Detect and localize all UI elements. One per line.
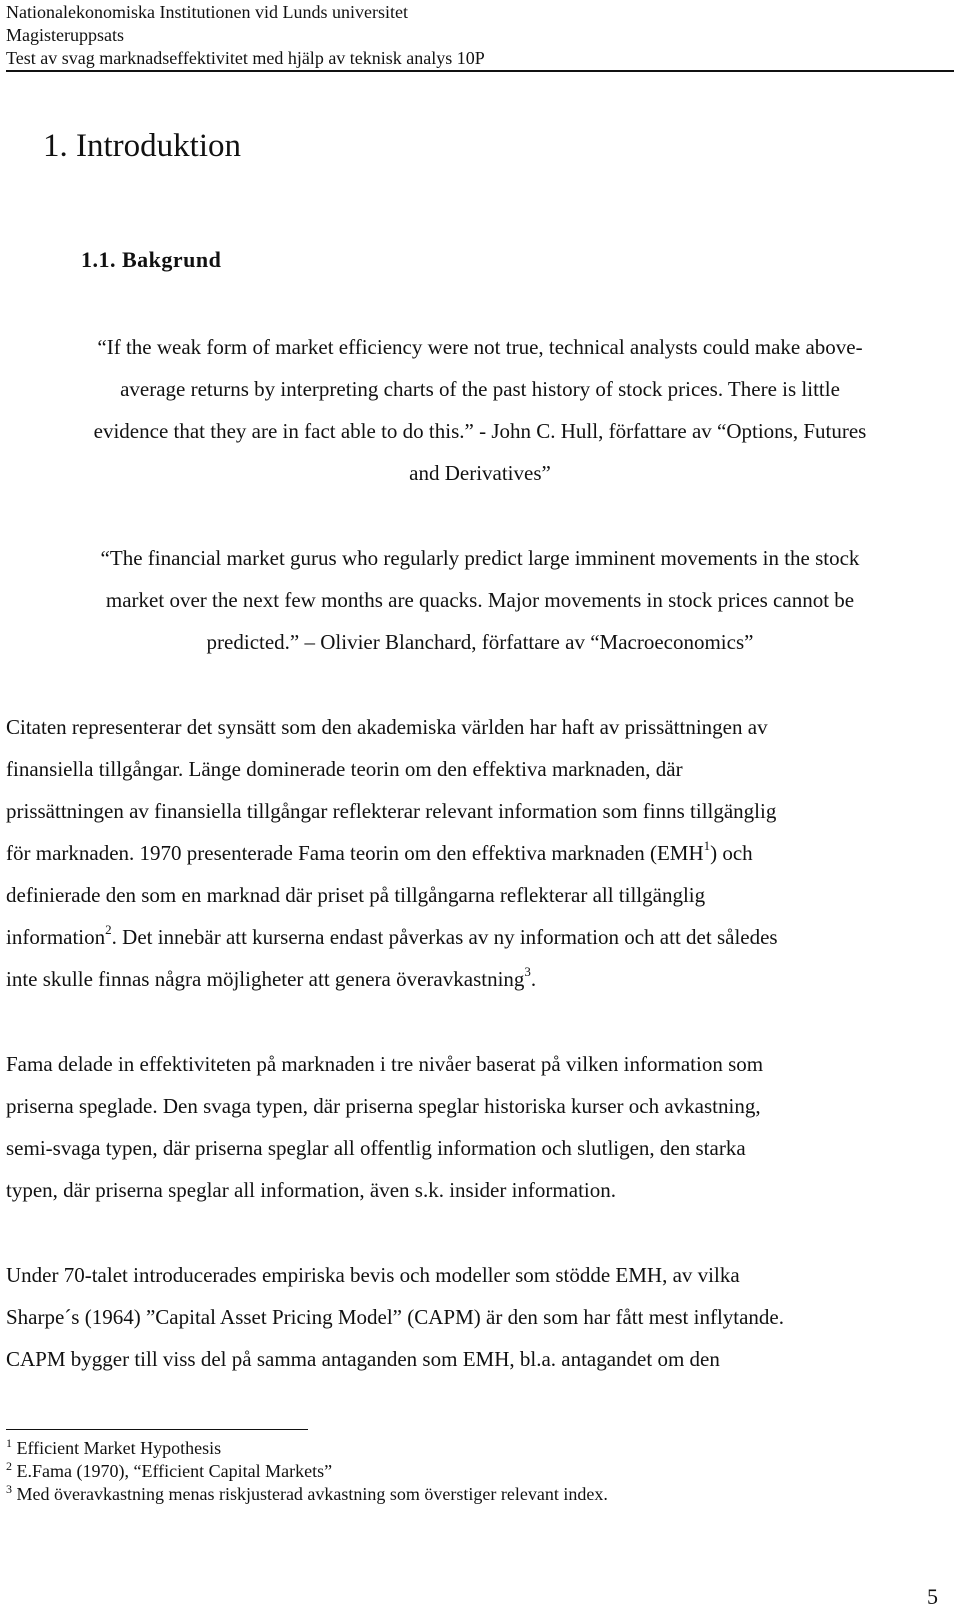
para1-line1: Citaten representerar det synsätt som den akademiska världen har haft av prissättningen av	[6, 715, 768, 739]
footnote-2	[6, 1460, 332, 1482]
footnote-1-text: Efficient Market Hypothesis	[12, 1438, 222, 1458]
footnote-1	[6, 1437, 221, 1459]
quote2-line1: “The financial market gurus who regularly predict large imminent movements in the stock	[100, 546, 860, 570]
footnote-3	[6, 1483, 608, 1505]
page-number: 5	[927, 1584, 938, 1609]
header-rule	[6, 70, 954, 72]
quote2-line2: market over the next few months are quacks. Major movements in stock prices cannot be	[105, 588, 855, 612]
footnote-1-number: 1	[6, 1436, 12, 1450]
para1-line4	[6, 839, 753, 867]
para1-line6-text-a: information	[6, 925, 106, 949]
para1-line7-text-b: .	[530, 967, 537, 991]
para1-line7-text-a: inte skulle finnas några möjligheter att genera överavkastning	[6, 967, 525, 991]
para1-line6	[6, 923, 778, 951]
footnote-ref-1: 1	[703, 838, 711, 853]
para3-line2: Sharpe´s (1964) ”Capital Asset Pricing Model” (CAPM) är den som har fått mest inflytande.	[6, 1305, 785, 1329]
para1-line3: prissättningen av finansiella tillgångar reflekterar relevant information som finns tillgänglig	[6, 799, 777, 823]
footnote-ref-3: 3	[524, 964, 531, 979]
para3-line3: CAPM bygger till viss del på samma antaganden som EMH, bl.a. antagandet om den	[6, 1347, 720, 1371]
footnote-2-text: E.Fama (1970), “Efficient Capital Markets”	[12, 1461, 333, 1481]
chapter-heading: 1. Introduktion	[43, 128, 241, 164]
footnote-2-number: 2	[6, 1459, 12, 1473]
footnote-rule	[6, 1429, 308, 1430]
para1-line2: finansiella tillgångar. Länge dominerade teorin om den effektiva marknaden, där	[6, 757, 683, 781]
para2-line2: priserna speglade. Den svaga typen, där priserna speglar historiska kurser och avkastning,	[6, 1094, 761, 1118]
quote1-line1: “If the weak form of market efficiency were not true, technical analysts could make above-	[97, 335, 863, 359]
footnote-3-text: Med överavkastning menas riskjusterad avkastning som överstiger relevant index.	[12, 1484, 608, 1504]
para3-line1: Under 70-talet introducerades empiriska bevis och modeller som stödde EMH, av vilka	[6, 1263, 740, 1287]
para1-line5: definierade den som en marknad där priset på tillgångarna reflekterar all tillgänglig	[6, 883, 706, 907]
quote1-line3: evidence that they are in fact able to do this.” - John C. Hull, författare av “Options, Futures	[93, 419, 867, 443]
quote1-line2: average returns by interpreting charts of the past history of stock prices. There is little	[120, 377, 840, 401]
header-thesis-title: Test av svag marknadseffektivitet med hjälp av teknisk analys 10P	[6, 48, 485, 68]
quote1-line4: and Derivatives”	[409, 461, 551, 485]
para2-line3: semi-svaga typen, där priserna speglar all offentlig information och slutligen, den starka	[6, 1136, 746, 1160]
section-heading: 1.1. Bakgrund	[81, 247, 222, 272]
para1-line4-text-a: för marknaden. 1970 presenterade Fama teorin om den effektiva marknaden (EMH	[6, 841, 704, 865]
footnote-3-number: 3	[6, 1482, 12, 1496]
para1-line4-text-b: ) och	[710, 841, 753, 865]
para1-line6-text-b: . Det innebär att kurserna endast påverkas av ny information och att det således	[111, 925, 778, 949]
header-institution: Nationalekonomiska Institutionen vid Lunds universitet	[6, 2, 408, 22]
quote2-line3: predicted.” – Olivier Blanchard, författare av “Macroeconomics”	[206, 630, 754, 654]
para1-line7	[6, 965, 536, 993]
para2-line4: typen, där priserna speglar all information, även s.k. insider information.	[6, 1178, 616, 1202]
para2-line1: Fama delade in effektiviteten på marknaden i tre nivåer baserat på vilken information som	[6, 1052, 764, 1076]
footnote-ref-2: 2	[105, 922, 112, 937]
header-doc-type: Magisteruppsats	[6, 25, 124, 45]
